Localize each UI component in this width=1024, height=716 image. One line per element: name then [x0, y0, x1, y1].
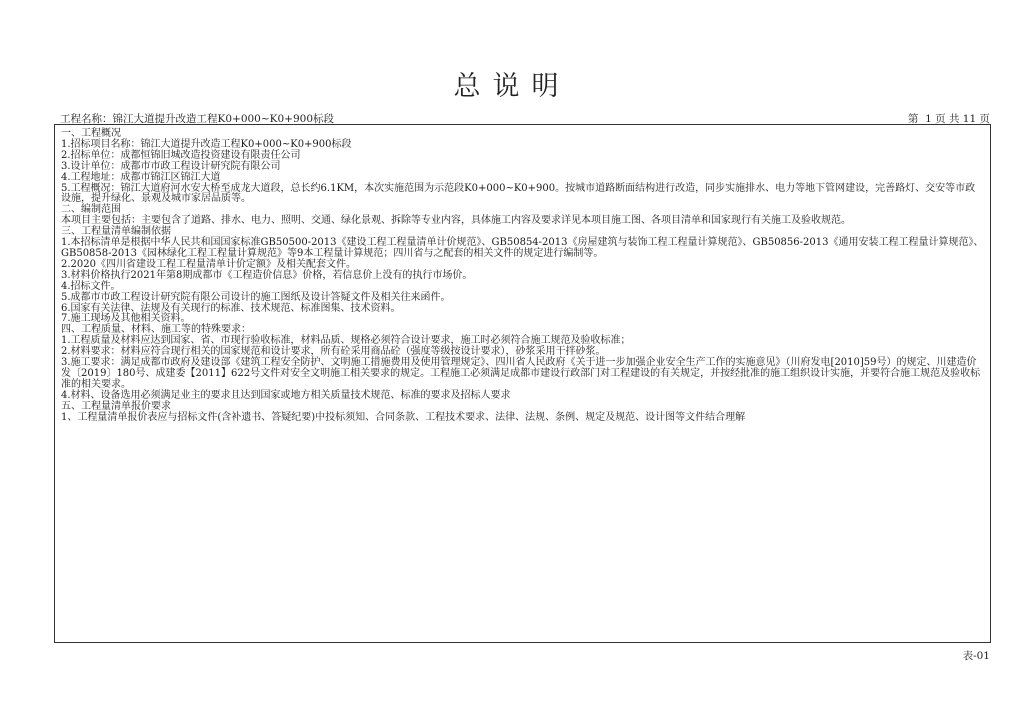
text-line: 2.2020《四川省建设工程工程量清单计价定额》及相关配套文件。 — [61, 258, 356, 270]
text-line: 7.施工现场及其他相关资料。 — [61, 313, 191, 325]
table-number: 表-01 — [962, 650, 990, 662]
content-frame — [54, 124, 991, 643]
text-line: 5.成都市市政工程设计研究院有限公司设计的施工图纸及设计答疑文件及相关往来函件。 — [61, 291, 451, 303]
project-name: 工程名称：锦江大道提升改造工程K0+000~K0+900标段 — [60, 113, 335, 125]
text-line: 3.材料价格执行2021年第8期成都市《工程造价信息》价格，若信息价上没有的执行市场价。 — [61, 269, 473, 281]
description-body — [61, 129, 984, 423]
text-line: 1.招标项目名称：锦江大道提升改造工程K0+000~K0+900标段 — [61, 138, 352, 150]
section-heading: 二、编制范围 — [61, 204, 121, 216]
text-line: 3.设计单位：成都市市政工程设计研究院有限公司 — [61, 160, 281, 172]
text-line: 2.招标单位：成都恒锦旧城改造投资建设有限责任公司 — [61, 149, 301, 161]
text-line: 4.工程地址：成都市锦江区锦江大道 — [61, 171, 221, 183]
text-line: 1.本招标清单是根据中华人民共和国国家标准GB50500-2013《建设工程工程量清单计价规范》、GB50854-2013《房屋建筑与装饰工程工程量计算规范》、GB50856-2013《通用安装工程工程量计算规范》、GB50858-2013《园林绿化工程工程量计算规范》等9本工程量计算规范；四川省与之配套的相关文件的规定进行编制等。 — [61, 237, 984, 259]
text-line: 5.工程概况：锦江大道府河水安大桥至成龙大道段，总长约6.1KM，本次实施范围为示范段K0+000~K0+900。按城市道路断面结构进行改造，同步实施排水、电力等地下管网建设，完善路灯、交安等市政设施，提升绿化、景观及城市家居品质等。 — [61, 182, 976, 205]
text-line: 3.施工要求：满足成都市政府及建设部《建筑工程安全防护、文明施工措施费用及使用管理规定》、四川省人民政府《关于进一步加强企业安全生产工作的实施意见》（川府发电[2010]59号）的规定、川建造价发〔2019〕180号、成建委【2011】622号文件对安全文明施工相关要求的规定。工程施工必须满足成都市建设行政部门对工程建设的有关规定，并按经批准的施工组织设计实施，并要符合施工规范及验收标准的相关要求。 — [61, 357, 981, 390]
section-heading: 四、工程质量、材料、施工等的特殊要求： — [61, 324, 251, 336]
text-line: 6.国家有关法律、法规及有关现行的标准、技术规范、标准图集、技术资料。 — [61, 302, 401, 314]
text-line: 1.工程质量及材料应达到国家、省、市现行验收标准，材料品质、规格必须符合设计要求，施工时必须符合施工规范及验收标准； — [61, 335, 631, 347]
text-line: 4.招标文件。 — [61, 280, 121, 292]
page-title: 总说明 — [453, 71, 571, 102]
section-heading: 五、工程量清单报价要求 — [61, 400, 171, 412]
text-line: 4.材料、设备选用必须满足业主的要求且达到国家或地方相关质量技术规范、标准的要求及招标人要求 — [61, 389, 511, 401]
section-heading: 一、工程概况 — [61, 128, 121, 139]
section-heading: 三、工程量清单编制依据 — [61, 226, 171, 238]
text-line: 本项目主要包括：主要包含了道路、排水、电力、照明、交通、绿化景观、拆除等专业内容，具体施工内容及要求详见本项目施工图、各项目清单和国家现行有关施工及验收规范。 — [61, 215, 851, 227]
page-info: 第 1 页 共 11 页 — [907, 113, 990, 125]
text-line: 1、工程量清单报价表应与招标文件(含补遗书、答疑纪要)中投标须知、合同条款、工程技术要求、法律、法规、条例、规定及规范、设计图等文件结合理解 — [61, 411, 746, 423]
text-line: 2.材料要求：材料应符合现行相关的国家规范和设计要求，所有砼采用商品砼（强度等级按设计要求），砂浆采用干拌砂浆。 — [61, 346, 606, 358]
